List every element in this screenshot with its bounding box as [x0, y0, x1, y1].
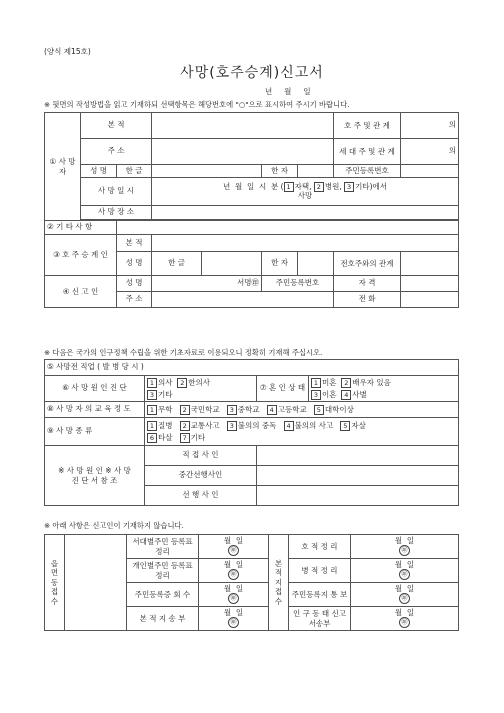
office-r3-field[interactable]: 월 일 ㊞ — [351, 583, 459, 607]
middle-cause-label: 중간선행사인 — [145, 466, 257, 486]
successor-hangul-field[interactable] — [202, 252, 262, 276]
prior-cause-label: 선 행 사 인 — [145, 486, 257, 506]
death-datetime-label: 사 망 일 시 — [81, 178, 152, 206]
successor-name-label: 성 명 — [117, 252, 152, 276]
bonjeok-field[interactable] — [152, 113, 334, 139]
reporter-qual-field[interactable] — [401, 276, 459, 292]
rrn-label: 주민등록번호 — [334, 165, 401, 178]
office-l3-label: 주민등록증 회 수 — [127, 583, 199, 607]
successor-bonjeok-field[interactable] — [152, 235, 459, 252]
reporter-juso-label: 주 소 — [117, 292, 152, 308]
instruction-top: ※ 뒷면의 작성방법을 읽고 기재하되 선택항목은 해당번호에 "○"으로 표시하여 주시기 바랍니다. — [44, 100, 350, 109]
form-number: (양식 제15호) — [44, 47, 91, 56]
juso-field[interactable] — [152, 139, 334, 165]
instruction-bottom: ※ 아래 사항은 신고인이 기재하지 않습니다. — [44, 521, 184, 530]
successor-hanja-label: 한 자 — [262, 252, 298, 276]
office-r2-field[interactable]: 월 일 ㊞ — [351, 559, 459, 583]
diag-label: ⑥ 사 망 원 인 진 단 — [45, 376, 145, 402]
office-left-blank[interactable] — [65, 535, 127, 631]
hanja-label: 한 자 — [262, 165, 298, 178]
successor-hanja-field[interactable] — [298, 252, 334, 276]
successor-relation-label: 전호주와의 관계 — [334, 252, 401, 276]
office-r3-label: 주민등록지 통 보 — [289, 583, 351, 607]
edu-label: ⑧ 사 망 자 의 교 육 정 도 — [45, 402, 145, 418]
job-label: ⑤ 사망전 직업 ( 발 병 당 시 ) — [45, 360, 459, 376]
name-label: 성 명 — [81, 165, 117, 178]
rrn-field[interactable] — [401, 165, 459, 178]
death-place-label: 사 망 장 소 — [81, 206, 152, 220]
other-label: ② 기 타 사 항 — [45, 221, 117, 235]
office-r4-field[interactable]: 월 일 ㊞ — [351, 607, 459, 631]
office-l2-label: 개인별주민 등록표정리 — [127, 559, 199, 583]
death-datetime-field[interactable]: 년 월 일 시 분 ( 1 자택, 2 병원, 3 기타)에서 사망 — [152, 178, 459, 206]
reporter-label: ④ 신 고 인 — [45, 276, 117, 308]
diag-options[interactable]: 1 의사 2 한의사 3 기타 — [145, 376, 257, 402]
office-l1-field[interactable]: 월 일 ㊞ — [199, 535, 269, 559]
successor-label: ③ 호 주 승 계 인 — [45, 235, 117, 276]
reporter-phone-label: 전 화 — [334, 292, 401, 308]
office-l1-label: 서대별주민 등록표정리 — [127, 535, 199, 559]
office-r1-label: 호 적 정 리 — [289, 535, 351, 559]
marital-label: ⑦ 혼 인 상 태 — [257, 376, 309, 402]
page-title: 사망(호주승계)신고서 — [180, 65, 324, 81]
middle-cause-field[interactable] — [257, 466, 459, 486]
office-left-label: 읍 면 동 접 수 — [45, 535, 65, 631]
successor-relation-field[interactable] — [401, 252, 459, 276]
office-right-label: 본 적 지 접 수 — [269, 535, 289, 631]
date-line: 년 월 일 — [265, 87, 311, 96]
hangul-field[interactable] — [152, 165, 262, 178]
office-r2-label: 병 적 정 리 — [289, 559, 351, 583]
direct-cause-label: 직 접 사 인 — [145, 446, 257, 466]
reporter-juso-field[interactable] — [152, 292, 334, 308]
reporter-phone-field[interactable] — [401, 292, 459, 308]
office-r1-field[interactable]: 월 일 ㊞ — [351, 535, 459, 559]
hoju-label: 호 주 및 관 계 — [334, 113, 401, 139]
direct-cause-field[interactable] — [257, 446, 459, 466]
other-field[interactable] — [117, 221, 459, 235]
kind-options[interactable]: 1 질병 2 교통사고 3 불의의 중독 4 불의의 사고 5 자살 6 타살 7 기타 — [145, 418, 459, 446]
cause-label: ※ 사 망 원 인 ※ 사 망 진 단 서 참 조 — [45, 446, 145, 506]
office-l2-field[interactable]: 월 일 ㊞ — [199, 559, 269, 583]
hoju-field[interactable]: 의 — [401, 113, 459, 139]
main-form-table — [44, 112, 459, 308]
hangul-label: 한 글 — [117, 165, 152, 178]
office-table — [44, 534, 459, 631]
office-l3-field[interactable]: 월 일 ㊞ — [199, 583, 269, 607]
bonjeok-label: 본 적 — [81, 113, 152, 139]
sedaeju-label: 세 대 주 및 관 계 — [334, 139, 401, 165]
office-l4-field[interactable]: 월 일 ㊞ — [199, 607, 269, 631]
reporter-rrn-label: 주민등록번호 — [262, 276, 334, 292]
reporter-qual-label: 자 격 — [334, 276, 401, 292]
prior-cause-field[interactable] — [257, 486, 459, 506]
kind-label: ⑨ 사 망 종 류 — [45, 418, 145, 446]
reporter-name-field[interactable]: 서명㊞ — [152, 276, 262, 292]
office-r4-label: 인 구 동 태 신고서송부 — [289, 607, 351, 631]
stats-table — [44, 359, 459, 506]
successor-bonjeok-label: 본 적 — [117, 235, 152, 252]
instruction-mid: ※ 다음은 국가의 인구정책 수립을 위한 기초자료로 이용되오니 정확히 기재해 주십시오. — [44, 348, 323, 357]
death-place-field[interactable] — [152, 206, 459, 220]
marital-options[interactable]: 1 미혼 2 배우자 있음 3 이혼 4 사별 — [309, 376, 459, 402]
reporter-name-label: 성 명 — [117, 276, 152, 292]
juso-label: 주 소 — [81, 139, 152, 165]
hanja-field[interactable] — [298, 165, 334, 178]
office-l4-label: 본 적 지 송 부 — [127, 607, 199, 631]
edu-options[interactable]: 1 무학 2 국민학교 3 중학교 4 고등학교 5 대학이상 — [145, 402, 459, 418]
deceased-section-label: ① 사 망 자 — [45, 113, 81, 221]
sedaeju-field[interactable]: 의 — [401, 139, 459, 165]
successor-hangul-label: 한 글 — [152, 252, 202, 276]
